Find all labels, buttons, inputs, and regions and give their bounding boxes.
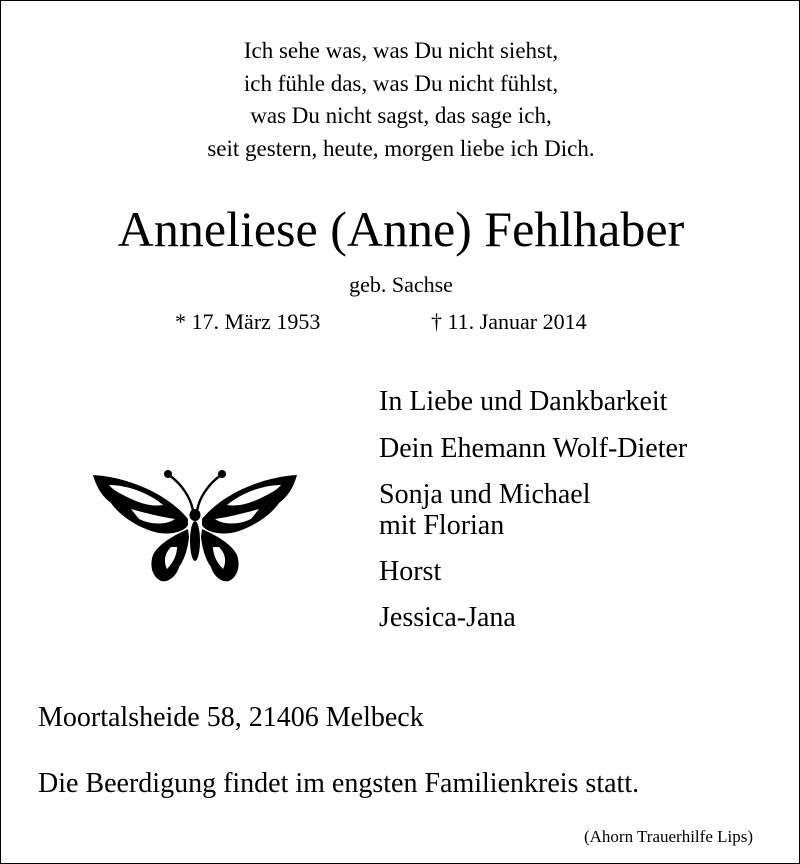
mourner-name: Jessica-Jana [379, 602, 516, 633]
poem-line: seit gestern, heute, morgen liebe ich Dich. [207, 135, 595, 161]
poem-line: ich fühle das, was Du nicht fühlst, [243, 70, 559, 96]
address: Moortalsheide 58, 21406 Melbeck [38, 702, 424, 733]
mourner-name: Horst [379, 556, 442, 587]
butterfly-icon [87, 463, 303, 583]
birth-date: * 17. März 1953 [175, 309, 321, 334]
poem [1, 35, 800, 165]
mourners-intro: In Liebe und Dankbarkeit [379, 386, 668, 417]
poem-line: was Du nicht sagst, das sage ich, [250, 103, 552, 128]
mourner-name: Dein Ehemann Wolf-Dieter [379, 433, 688, 464]
deceased-name: Anneliese (Anne) Fehlhaber [117, 201, 685, 257]
death-date: † 11. Januar 2014 [431, 309, 587, 334]
funeral-agency: (Ahorn Trauerhilfe Lips) [583, 827, 753, 846]
maiden-name: geb. Sachse [349, 272, 453, 297]
poem-line: Ich sehe was, was Du nicht siehst, [243, 38, 559, 63]
funeral-note: Die Beerdigung findet im engsten Familienkreis statt. [38, 768, 640, 799]
mourner-name: mit Florian [379, 510, 505, 541]
mourner-name: Sonja und Michael [379, 479, 591, 510]
